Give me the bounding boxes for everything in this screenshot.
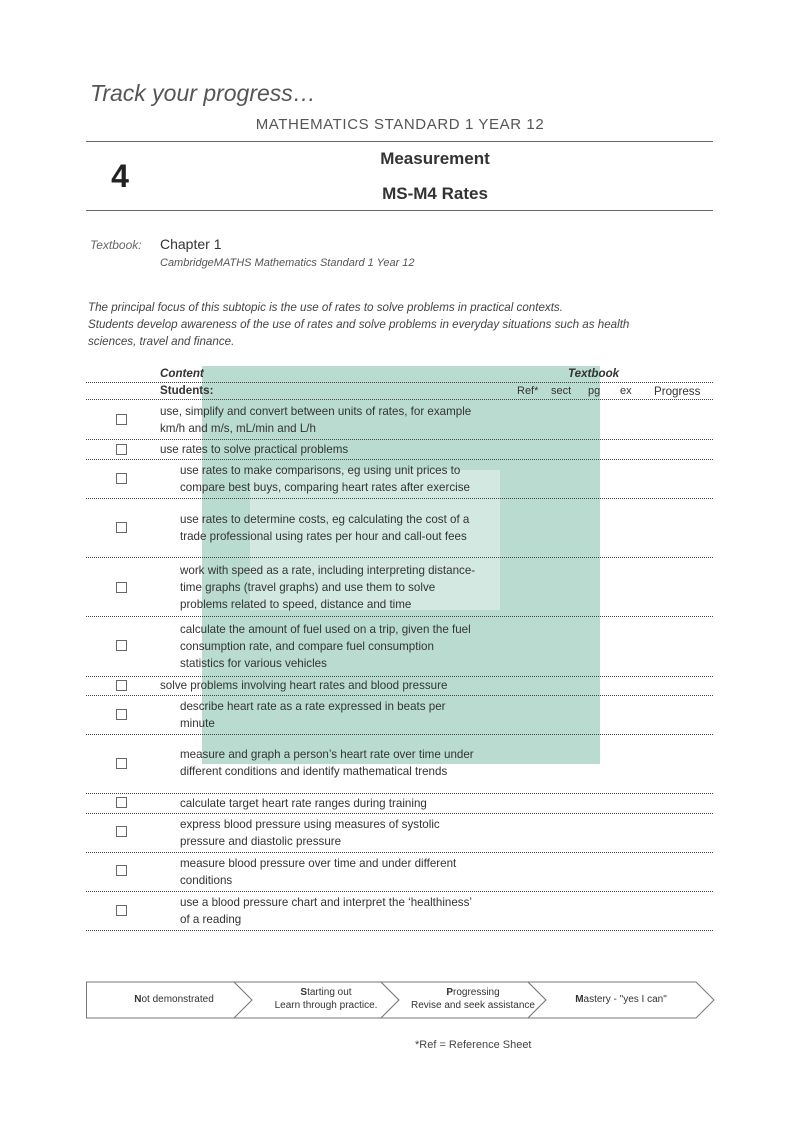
progress-checkbox[interactable] (116, 414, 127, 425)
progress-checkbox[interactable] (116, 582, 127, 593)
ref-column-header: Ref* (517, 385, 539, 397)
header-bottom-rule (86, 210, 713, 211)
textbook-header: Textbook (568, 367, 620, 380)
table-row: measure and graph a person’s heart rate over time under different conditions and identify mathematical trends (180, 748, 474, 778)
table-row: use rates to determine costs, eg calculating the cost of a trade professional using rates per hour and call-out fees (180, 513, 470, 543)
table-divider (86, 734, 713, 735)
table-row: describe heart rate as a rate expressed in beats per minute (180, 700, 446, 730)
progress-checkbox[interactable] (116, 444, 127, 455)
table-row: use rates to make comparisons, eg using unit prices to compare best buys, comparing heart rates after exercise (180, 464, 470, 494)
table-divider (86, 695, 713, 696)
focus-line: sciences, travel and finance. (88, 335, 235, 348)
progress-column-header: Progress (654, 385, 701, 398)
progress-checkbox[interactable] (116, 709, 127, 720)
content-header: Content (160, 367, 204, 380)
table-row: solve problems involving heart rates and blood pressure (160, 679, 448, 692)
table-divider (86, 852, 713, 853)
table-divider (86, 891, 713, 892)
table-divider (86, 616, 713, 617)
ref-footnote: *Ref = Reference Sheet (415, 1039, 532, 1051)
table-row: calculate the amount of fuel used on a trip, given the fuel consumption rate, and compare fuel consumption statistics for various vehicles (180, 623, 471, 670)
progress-checkbox[interactable] (116, 826, 127, 837)
table-row: use a blood pressure chart and interpret the ‘healthiness’ of a reading (180, 896, 472, 926)
topic-area: Measurement (380, 149, 490, 168)
table-divider (86, 813, 713, 814)
course-name: MATHEMATICS STANDARD 1 YEAR 12 (255, 116, 545, 133)
topic-number: 4 (111, 158, 129, 194)
progress-checkbox[interactable] (116, 865, 127, 876)
table-divider (86, 439, 713, 440)
subtopic-title: MS-M4 Rates (382, 184, 488, 203)
table-row: use, simplify and convert between units of rates, for example km/h and m/s, mL/min and L/h (160, 405, 472, 435)
table-divider (86, 399, 713, 400)
pg-column-header: pg (588, 385, 601, 397)
table-divider (86, 459, 713, 460)
progress-scale (86, 980, 716, 1020)
scale-label-not-demonstrated: Not demonstrated (134, 994, 214, 1005)
table-divider (86, 382, 713, 383)
progress-checkbox[interactable] (116, 680, 127, 691)
progress-checkbox[interactable] (116, 797, 127, 808)
scale-label-progressing: Progressing Revise and seek assistance (411, 987, 535, 1011)
focus-line: Students develop awareness of the use of rates and solve problems in everyday situations such as health (88, 318, 630, 331)
table-divider (86, 498, 713, 499)
page-title: Track your progress… (90, 80, 316, 106)
progress-checkbox[interactable] (116, 758, 127, 769)
progress-checkbox[interactable] (116, 905, 127, 916)
header-top-rule (86, 141, 713, 142)
table-row: express blood pressure using measures of systolic pressure and diastolic pressure (180, 818, 440, 848)
table-row: measure blood pressure over time and under different conditions (180, 857, 457, 887)
table-row: work with speed as a rate, including interpreting distance- time graphs (travel graphs) and use them to solve problems related to speed, distance and time (180, 564, 476, 611)
table-divider (86, 930, 713, 931)
scale-label-mastery: Mastery - "yes I can" (575, 994, 667, 1005)
table-row: calculate target heart rate ranges during training (180, 797, 427, 810)
textbook-label: Textbook: (90, 238, 142, 252)
table-divider (86, 793, 713, 794)
students-header: Students: (160, 384, 214, 397)
focus-paragraph (88, 299, 708, 350)
progress-checkbox[interactable] (116, 522, 127, 533)
progress-checkbox[interactable] (116, 640, 127, 651)
sect-column-header: sect (551, 385, 572, 397)
scale-label-starting-out: Starting out Learn through practice. (274, 987, 378, 1011)
focus-line: The principal focus of this subtopic is the use of rates to solve problems in practical contexts. (88, 301, 563, 314)
progress-checkbox[interactable] (116, 473, 127, 484)
table-row: use rates to solve practical problems (160, 443, 349, 456)
textbook-chapter: Chapter 1 (160, 236, 222, 252)
table-divider (86, 557, 713, 558)
textbook-title: CambridgeMATHS Mathematics Standard 1 Year 12 (160, 257, 415, 269)
ex-column-header: ex (620, 385, 632, 397)
